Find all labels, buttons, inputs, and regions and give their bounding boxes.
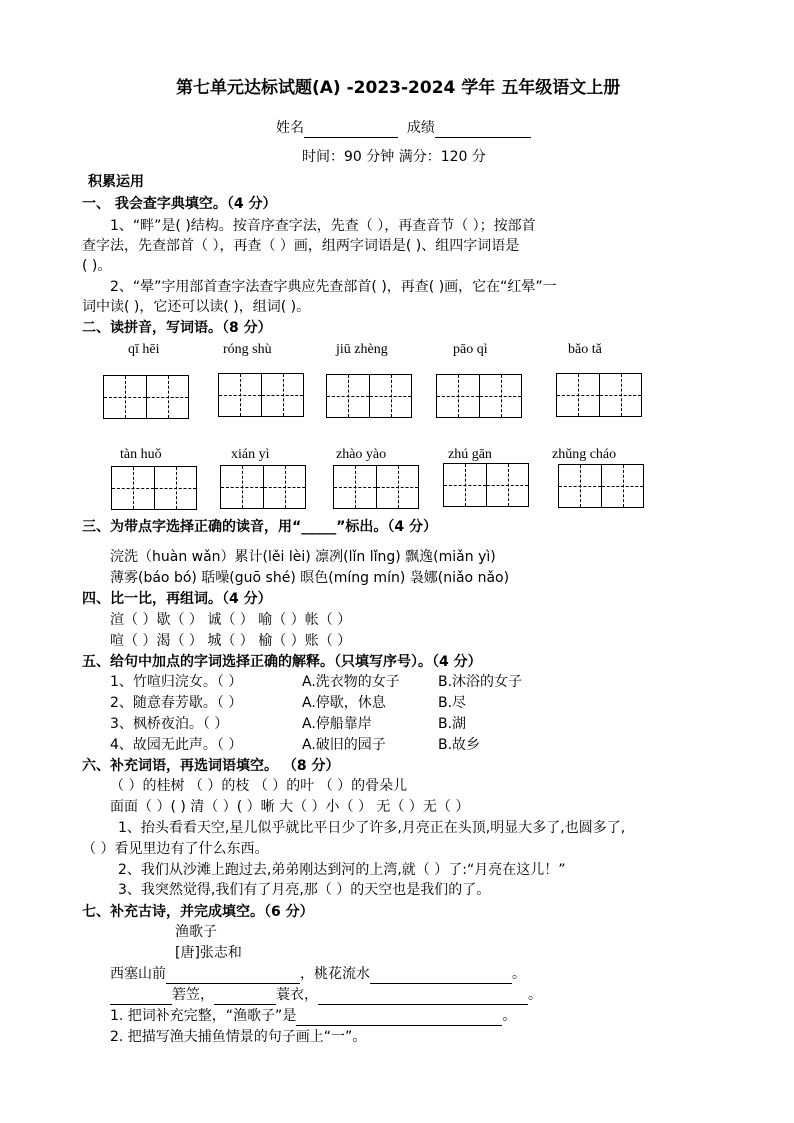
writing-box[interactable] [103,375,189,419]
writing-box[interactable] [220,465,306,509]
s1-line: 查字法，先查部首（ ），再查（ ）画，组两字词语是( )、组四字词语是 [82,238,520,254]
s5-option-b: B.湖 [438,716,467,732]
poem-title: 渔歌子 [175,924,217,940]
s3-line: 浣洗（huàn wǎn）累计(lěi lèi) 凛冽(lǐn lǐng) 飘逸(miǎn yì) [110,549,496,565]
pinyin-label: bǎo tǎ [568,342,602,357]
s5-question: 3、枫桥夜泊。（ ） [110,716,229,732]
page-title: 第七单元达标试题(A) -2023-2024 学年 五年级语文上册 [176,78,621,98]
poem-line-2: 箬笠， 蓑衣， 。 [110,985,542,1005]
s5-option-b: B.故乡 [438,737,481,753]
blank[interactable] [110,988,172,1005]
s1-line: ( )。 [82,258,112,274]
s5-question: 1、竹喧归浣女。（ ） [110,674,243,690]
s5-question: 4、故园无此声。（ ） [110,737,243,753]
blank[interactable] [318,988,528,1005]
blank[interactable] [296,1009,502,1026]
s5-question: 2、随意春芳歇。（ ） [110,695,243,711]
s6-line: 3、我突然觉得,我们有了月亮,那（ ）的天空也是我们的了。 [118,882,491,898]
section5-heading: 五、给句中加点的字词选择正确的解释。（只填写序号）。（4 分） [82,654,482,670]
s6-line: （ ）的桂树 （ ）的枝 （ ）的叶 （ ）的骨朵儿 [110,778,408,794]
section3-heading: 三、为带点字选择正确的读音，用“_____”标出。（4 分） [82,519,438,535]
pinyin-label: róng shù [223,342,272,357]
s4-line: 喧（ ）渴（ ） 城（ ） 榆（ ）账（ ） [110,633,352,649]
writing-box[interactable] [333,465,419,509]
pinyin-label: tàn huǒ [120,447,162,462]
s5-option-a: A.停船靠岸 [302,716,372,732]
s6-line: 2、我们从沙滩上跑过去,弟弟刚达到河的上湾,就（ ）了:“月亮在这儿！” [118,862,566,878]
pinyin-label: zhú gān [448,447,492,462]
s4-line: 渲（ ）歇（ ） 诚（ ） 喻（ ）帐（ ） [110,612,352,628]
writing-box[interactable] [556,373,642,417]
s1-line: 词中读( )，它还可以读( )，组词( )。 [82,299,311,315]
s5-option-b: B.尽 [438,695,467,711]
name-field[interactable] [276,118,531,138]
blank[interactable] [166,967,300,984]
time-info: 时间：90 分钟 满分：120 分 [302,149,486,165]
s6-line: 1、抬头看看天空,星儿似乎就比平日少了许多,月亮正在头顶,明显大多了,也圆多了, [118,820,626,836]
s1-line: 2、“晕”字用部首查字法查字典应先查部首( )，再查( )画，它在“红晕”一 [110,279,557,295]
s7-question-1: 1. 把词补充完整，“渔歌子”是 。 [110,1008,517,1024]
blank[interactable] [214,988,276,1005]
score-label: 成绩 [406,120,435,136]
writing-box[interactable] [558,464,644,508]
poem-line-1: 西塞山前 ，桃花流水 。 [110,966,526,982]
section1-heading: 一、 我会查字典填空。（4 分） [82,196,277,212]
s5-option-a: A.破旧的园子 [302,737,386,753]
writing-box[interactable] [326,374,412,418]
section6-heading: 六、补充词语，再选词语填空。 （8 分） [82,758,340,774]
section-label: 积累运用 [88,174,144,190]
section2-heading: 二、读拼音，写词语。（8 分） [82,320,272,336]
s7-question-2: 2. 把描写渔夫捕鱼情景的句子画上“一”。 [110,1029,367,1045]
pinyin-label: zhào yào [336,447,387,462]
s6-line: （ ）看见里边有了什么东西。 [82,841,269,857]
s5-option-a: A.停歇，休息 [302,695,386,711]
s3-line: 薄雾(báo bó) 聒噪(guō shé) 暝色(míng mín) 袅娜(niǎo nǎo) [110,570,510,586]
writing-box[interactable] [436,374,522,418]
pinyin-label: xián yì [231,447,270,462]
section4-heading: 四、比一比，再组词。（4 分） [82,591,272,607]
poem-author: [唐]张志和 [175,945,242,961]
pinyin-label: zhǔng cháo [552,447,617,462]
blank[interactable] [370,967,512,984]
s6-line: 面面（ ）( ) 清（ ）( ）晰 大（ ）小（ ） 无（ ）无（ ） [110,799,470,815]
s5-option-a: A.洗衣物的女子 [302,674,400,690]
name-label: 姓名 [276,120,304,136]
s1-line: 1、“畔”是( )结构。按音序查字法，先查（ ），再查音节（ ）；按部首 [110,218,536,234]
writing-box[interactable] [443,463,529,507]
s5-option-b: B.沐浴的女子 [438,674,523,690]
writing-box[interactable] [218,373,304,417]
pinyin-label: qī hēi [128,342,160,357]
section7-heading: 七、补充古诗，并完成填空。（6 分） [82,904,314,920]
writing-box[interactable] [111,466,197,510]
pinyin-label: pāo qì [453,342,488,357]
pinyin-label: jiū zhèng [336,342,388,357]
